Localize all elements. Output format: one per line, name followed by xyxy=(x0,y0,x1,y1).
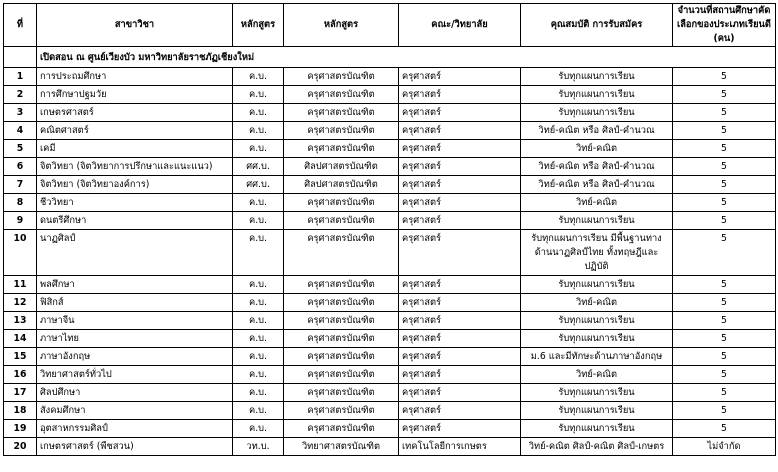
cell-faculty: ครุศาสตร์ xyxy=(399,122,521,140)
cell-abbr: ค.บ. xyxy=(233,366,284,384)
cell-faculty: ครุศาสตร์ xyxy=(399,348,521,366)
cell-qualification: รับทุกแผนการเรียน xyxy=(521,420,673,438)
cell-count: 5 xyxy=(673,384,776,402)
table-row xyxy=(4,402,776,420)
program-table xyxy=(3,3,776,456)
cell-abbr: วท.บ. xyxy=(233,438,284,456)
cell-major: คณิตศาสตร์ xyxy=(37,122,233,140)
cell-abbr: ค.บ. xyxy=(233,86,284,104)
cell-major: ฟิสิกส์ xyxy=(37,294,233,312)
cell-count: 5 xyxy=(673,420,776,438)
table-row xyxy=(4,348,776,366)
cell-no: 18 xyxy=(4,402,37,420)
cell-no: 17 xyxy=(4,384,37,402)
cell-no: 16 xyxy=(4,366,37,384)
cell-qualification: วิทย์-คณิต xyxy=(521,366,673,384)
cell-degree: ครุศาสตรบัณฑิต xyxy=(284,212,399,230)
cell-no: 15 xyxy=(4,348,37,366)
header-faculty: คณะ/วิทยาลัย xyxy=(399,4,521,47)
table-row xyxy=(4,330,776,348)
cell-faculty: ครุศาสตร์ xyxy=(399,104,521,122)
cell-no: 8 xyxy=(4,194,37,212)
cell-major: ภาษาไทย xyxy=(37,330,233,348)
cell-no: 6 xyxy=(4,158,37,176)
cell-major: ชีววิทยา xyxy=(37,194,233,212)
cell-abbr: ค.บ. xyxy=(233,212,284,230)
cell-major: เคมี xyxy=(37,140,233,158)
cell-degree: ครุศาสตรบัณฑิต xyxy=(284,122,399,140)
cell-degree: ครุศาสตรบัณฑิต xyxy=(284,194,399,212)
cell-count: 5 xyxy=(673,212,776,230)
cell-qualification: รับทุกแผนการเรียน xyxy=(521,312,673,330)
cell-faculty: ครุศาสตร์ xyxy=(399,212,521,230)
table-row xyxy=(4,212,776,230)
cell-qualification: รับทุกแผนการเรียน xyxy=(521,86,673,104)
cell-count: 5 xyxy=(673,194,776,212)
cell-faculty: ครุศาสตร์ xyxy=(399,276,521,294)
cell-no: 4 xyxy=(4,122,37,140)
cell-major: วิทยาศาสตร์ทั่วไป xyxy=(37,366,233,384)
cell-abbr: ค.บ. xyxy=(233,122,284,140)
table-row xyxy=(4,294,776,312)
cell-degree: ครุศาสตรบัณฑิต xyxy=(284,276,399,294)
cell-qualification: วิทย์-คณิต หรือ ศิลป์-คำนวณ xyxy=(521,158,673,176)
cell-degree: ครุศาสตรบัณฑิต xyxy=(284,402,399,420)
cell-major: อุตสาหกรรมศิลป์ xyxy=(37,420,233,438)
cell-faculty: ครุศาสตร์ xyxy=(399,140,521,158)
cell-no: 9 xyxy=(4,212,37,230)
cell-major: ภาษาจีน xyxy=(37,312,233,330)
header-major: สาขาวิชา xyxy=(37,4,233,47)
table-row xyxy=(4,140,776,158)
table-body xyxy=(4,47,776,456)
cell-abbr: ศศ.บ. xyxy=(233,158,284,176)
cell-faculty: ครุศาสตร์ xyxy=(399,366,521,384)
cell-major: เกษตรศาสตร์ xyxy=(37,104,233,122)
cell-faculty: ครุศาสตร์ xyxy=(399,384,521,402)
cell-qualification: รับทุกแผนการเรียน xyxy=(521,212,673,230)
cell-degree: ครุศาสตรบัณฑิต xyxy=(284,230,399,276)
cell-count: 5 xyxy=(673,276,776,294)
cell-abbr: ค.บ. xyxy=(233,276,284,294)
cell-qualification: ม.6 และมีทักษะด้านภาษาอังกฤษ xyxy=(521,348,673,366)
table-row xyxy=(4,68,776,86)
cell-no: 2 xyxy=(4,86,37,104)
cell-degree: ครุศาสตรบัณฑิต xyxy=(284,104,399,122)
cell-major: การประถมศึกษา xyxy=(37,68,233,86)
cell-faculty: ครุศาสตร์ xyxy=(399,330,521,348)
cell-major: ดนตรีศึกษา xyxy=(37,212,233,230)
cell-degree: ครุศาสตรบัณฑิต xyxy=(284,86,399,104)
cell-no: 11 xyxy=(4,276,37,294)
table-row xyxy=(4,176,776,194)
cell-major: ศิลปศึกษา xyxy=(37,384,233,402)
cell-faculty: ครุศาสตร์ xyxy=(399,194,521,212)
cell-faculty: ครุศาสตร์ xyxy=(399,68,521,86)
header-qualification: คุณสมบัติ การรับสมัคร xyxy=(521,4,673,47)
cell-count: ไม่จำกัด xyxy=(673,438,776,456)
cell-faculty: ครุศาสตร์ xyxy=(399,312,521,330)
cell-degree: ครุศาสตรบัณฑิต xyxy=(284,330,399,348)
table-row xyxy=(4,122,776,140)
cell-major: จิตวิทยา (จิตวิทยาองค์การ) xyxy=(37,176,233,194)
cell-degree: วิทยาศาสตรบัณฑิต xyxy=(284,438,399,456)
cell-abbr: ค.บ. xyxy=(233,104,284,122)
cell-count: 5 xyxy=(673,330,776,348)
cell-qualification: รับทุกแผนการเรียน xyxy=(521,402,673,420)
cell-count: 5 xyxy=(673,230,776,276)
cell-degree: ครุศาสตรบัณฑิต xyxy=(284,294,399,312)
cell-no: 20 xyxy=(4,438,37,456)
table-row xyxy=(4,420,776,438)
cell-qualification: รับทุกแผนการเรียน xyxy=(521,330,673,348)
table-row xyxy=(4,86,776,104)
cell-no: 5 xyxy=(4,140,37,158)
cell-qualification: รับทุกแผนการเรียน xyxy=(521,68,673,86)
section-row xyxy=(4,47,776,68)
table-row xyxy=(4,276,776,294)
cell-count: 5 xyxy=(673,86,776,104)
header-abbr: หลักสูตร xyxy=(233,4,284,47)
table-row xyxy=(4,194,776,212)
cell-qualification: รับทุกแผนการเรียน xyxy=(521,276,673,294)
section-no-cell xyxy=(4,47,37,68)
table-row xyxy=(4,104,776,122)
cell-qualification: รับทุกแผนการเรียน xyxy=(521,104,673,122)
cell-abbr: ค.บ. xyxy=(233,330,284,348)
header-degree: หลักสูตร xyxy=(284,4,399,47)
cell-no: 10 xyxy=(4,230,37,276)
cell-qualification: วิทย์-คณิต ศิลป์-คณิต ศิลป์-เกษตร xyxy=(521,438,673,456)
cell-count: 5 xyxy=(673,176,776,194)
table-row xyxy=(4,312,776,330)
cell-major: นาฏศิลป์ xyxy=(37,230,233,276)
table-row xyxy=(4,438,776,456)
cell-abbr: ค.บ. xyxy=(233,230,284,276)
cell-faculty: ครุศาสตร์ xyxy=(399,402,521,420)
cell-abbr: ค.บ. xyxy=(233,420,284,438)
cell-faculty: ครุศาสตร์ xyxy=(399,176,521,194)
cell-major: สังคมศึกษา xyxy=(37,402,233,420)
cell-degree: ครุศาสตรบัณฑิต xyxy=(284,384,399,402)
cell-faculty: ครุศาสตร์ xyxy=(399,420,521,438)
cell-no: 14 xyxy=(4,330,37,348)
cell-degree: ครุศาสตรบัณฑิต xyxy=(284,348,399,366)
cell-degree: ครุศาสตรบัณฑิต xyxy=(284,68,399,86)
cell-qualification: วิทย์-คณิต xyxy=(521,194,673,212)
cell-count: 5 xyxy=(673,294,776,312)
cell-faculty: ครุศาสตร์ xyxy=(399,86,521,104)
header-no: ที่ xyxy=(4,4,37,47)
cell-qualification: วิทย์-คณิต xyxy=(521,294,673,312)
cell-count: 5 xyxy=(673,348,776,366)
cell-no: 19 xyxy=(4,420,37,438)
table-header-row xyxy=(4,4,776,47)
cell-degree: ศิลปศาสตรบัณฑิต xyxy=(284,176,399,194)
cell-qualification: วิทย์-คณิต xyxy=(521,140,673,158)
cell-degree: ศิลปศาสตรบัณฑิต xyxy=(284,158,399,176)
cell-count: 5 xyxy=(673,312,776,330)
cell-degree: ครุศาสตรบัณฑิต xyxy=(284,312,399,330)
cell-no: 1 xyxy=(4,68,37,86)
cell-major: ภาษาอังกฤษ xyxy=(37,348,233,366)
cell-no: 3 xyxy=(4,104,37,122)
cell-count: 5 xyxy=(673,104,776,122)
cell-faculty: ครุศาสตร์ xyxy=(399,158,521,176)
cell-faculty: ครุศาสตร์ xyxy=(399,294,521,312)
cell-major: การศึกษาปฐมวัย xyxy=(37,86,233,104)
cell-count: 5 xyxy=(673,68,776,86)
cell-abbr: ค.บ. xyxy=(233,348,284,366)
table-row xyxy=(4,158,776,176)
cell-no: 13 xyxy=(4,312,37,330)
cell-major: จิตวิทยา (จิตวิทยาการปรึกษาและแนะแนว) xyxy=(37,158,233,176)
cell-qualification: วิทย์-คณิต หรือ ศิลป์-คำนวณ xyxy=(521,122,673,140)
cell-abbr: ค.บ. xyxy=(233,68,284,86)
cell-faculty: ครุศาสตร์ xyxy=(399,230,521,276)
section-title: เปิดสอน ณ ศูนย์เวียงบัว มหาวิทยาลัยราชภัฏเชียงใหม่ xyxy=(37,47,776,68)
table-row xyxy=(4,366,776,384)
cell-faculty: เทคโนโลยีการเกษตร xyxy=(399,438,521,456)
cell-count: 5 xyxy=(673,158,776,176)
header-count: จำนวนที่สถานศึกษาคัดเลือกของประเภทเรียนดี (คน) xyxy=(673,4,776,47)
cell-count: 5 xyxy=(673,140,776,158)
table-row xyxy=(4,384,776,402)
cell-abbr: ค.บ. xyxy=(233,402,284,420)
cell-degree: ครุศาสตรบัณฑิต xyxy=(284,366,399,384)
cell-count: 5 xyxy=(673,402,776,420)
cell-major: พลศึกษา xyxy=(37,276,233,294)
cell-abbr: ค.บ. xyxy=(233,140,284,158)
cell-abbr: ศศ.บ. xyxy=(233,176,284,194)
cell-qualification: รับทุกแผนการเรียน มีพื้นฐานทางด้านนาฏศิลป์ไทย ทั้งทฤษฎีและปฏิบัติ xyxy=(521,230,673,276)
cell-no: 7 xyxy=(4,176,37,194)
cell-degree: ครุศาสตรบัณฑิต xyxy=(284,140,399,158)
cell-count: 5 xyxy=(673,122,776,140)
cell-degree: ครุศาสตรบัณฑิต xyxy=(284,420,399,438)
cell-qualification: รับทุกแผนการเรียน xyxy=(521,384,673,402)
cell-major: เกษตรศาสตร์ (พืชสวน) xyxy=(37,438,233,456)
cell-qualification: วิทย์-คณิต หรือ ศิลป์-คำนวณ xyxy=(521,176,673,194)
table-row xyxy=(4,230,776,276)
cell-abbr: ค.บ. xyxy=(233,312,284,330)
cell-abbr: ค.บ. xyxy=(233,384,284,402)
cell-abbr: ค.บ. xyxy=(233,194,284,212)
cell-no: 12 xyxy=(4,294,37,312)
cell-abbr: ค.บ. xyxy=(233,294,284,312)
cell-count: 5 xyxy=(673,366,776,384)
